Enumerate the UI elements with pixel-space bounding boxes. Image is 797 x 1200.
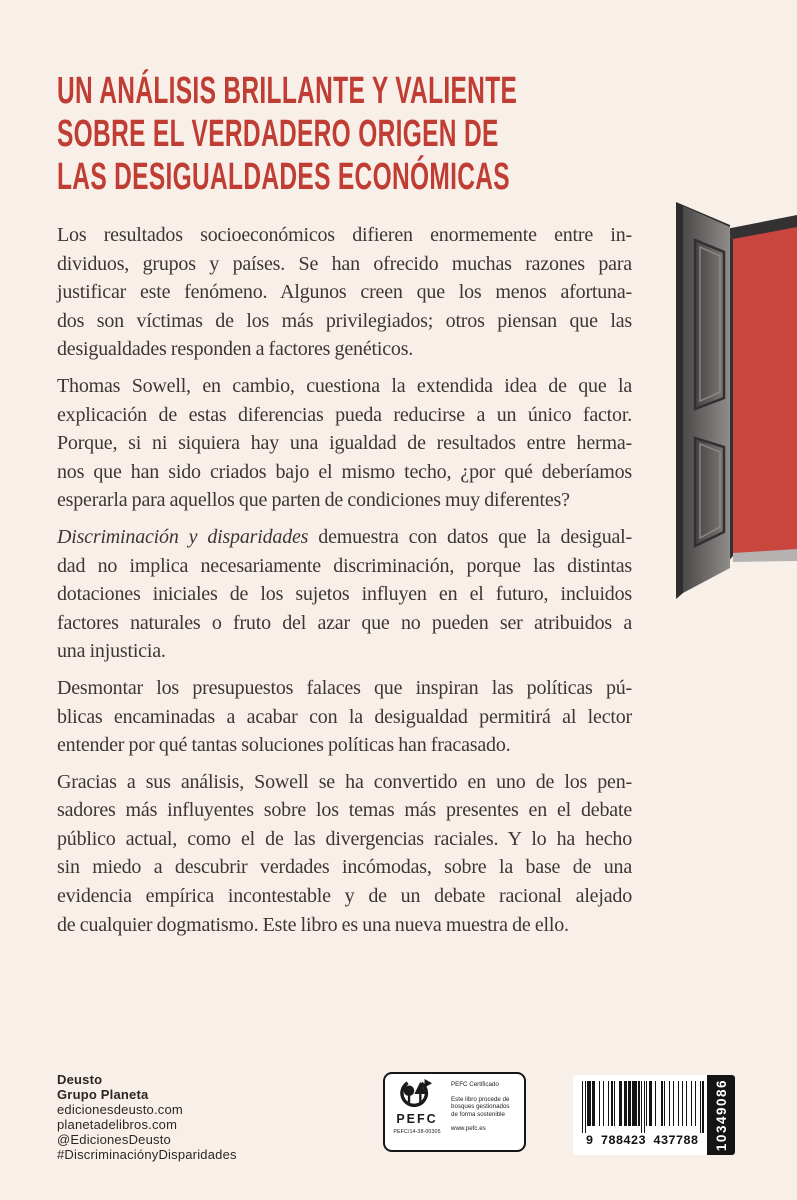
pefc-brand-text: PEFC [396,1112,438,1126]
product-code-panel [707,1075,735,1155]
publisher-link: #DiscriminaciónyDisparidades [57,1147,237,1162]
door-edge [676,202,683,599]
pefc-left-column [385,1074,449,1150]
headline-line-2: SOBRE EL VERDADERO ORIGEN DE [57,113,499,155]
text-line: Porque, si ni siquiera hay una igualdad de resultados entre herma- [57,432,632,455]
paragraph [57,523,632,666]
text-line: público actual, como el de las divergencias raciales. Y lo ha hecho [57,827,632,850]
publisher-link: planetadelibros.com [57,1117,178,1132]
text-line: dotaciones iniciales de los sujetos influyen en el futuro, incluidos [57,583,632,606]
pefc-certification-box [383,1072,526,1152]
text-line: Discriminación y disparidades demuestra con datos que la desigual- [57,525,632,548]
text-line: explicación de estas diferencias pueda reducirse a un único factor. [57,403,632,426]
text-line: entender por qué tantas soluciones políticas han fracasado. [57,734,511,757]
text-line: dos son víctimas de los más privilegiados; otros piensan que las [57,309,632,332]
headline-line-3: LAS DESIGUALDADES ECONÓMICAS [57,156,510,198]
publisher-group: Grupo Planeta [57,1087,149,1102]
text-line: justificar este fenómeno. Algunos creen que los menos afortuna- [57,281,632,304]
pefc-certified-label: PEFC Certificado [451,1081,499,1088]
back-cover-text [57,221,632,947]
text-line: sadores más influyentes sobre los temas más presentes en el debate [57,799,632,822]
publisher-block [57,1072,237,1162]
pefc-url: www.pefc.es [451,1125,486,1133]
publisher-imprint: Deusto [57,1072,103,1087]
text-line: factores naturales o fruto del azar que no pueden ser atribuidos a [57,611,632,634]
open-door-illustration [640,190,797,620]
headline [57,70,770,199]
text-line: Gracias a sus análisis, Sowell se ha convertido en uno de los pen- [57,770,632,793]
text-line: blicas encaminadas a acabar con la desigualdad permitirá al lector [57,705,632,728]
publisher-link: edicionesdeusto.com [57,1102,183,1117]
text-line: esperarla para aquellos que parten de condiciones muy diferentes? [57,489,570,512]
text-line: Thomas Sowell, en cambio, cuestiona la extendida idea de que la [57,374,632,397]
paragraph [57,221,632,364]
pefc-claim-text: Este libro procede de bosques gestionados de forma sostenible [451,1095,510,1118]
text-line: evidencia empírica incontestable y de un debate racional alejado [57,885,632,908]
door-panel-upper [695,240,724,409]
text-line: Los resultados socioeconómicos difieren enormemente entre in- [57,224,632,246]
isbn-number: 9 788423 437788 [585,1134,699,1148]
publisher-link: @EdicionesDeusto [57,1132,171,1147]
text-line: una injusticia. [57,640,166,663]
pefc-trees-icon [396,1079,438,1111]
text-line: sin miedo a descubrir verdades incómodas, sobre la base de una [57,856,632,879]
isbn-barcode [573,1075,735,1155]
barcode-bars [582,1081,703,1133]
door-panel-lower [695,438,724,546]
pefc-right-column [449,1074,524,1150]
headline-line-1: UN ANÁLISIS BRILLANTE Y VALIENTE [57,70,518,112]
door-graphic [640,190,797,620]
product-code: 10349086 [713,1078,729,1152]
text-line: Desmontar los presupuestos falaces que inspiran las políticas pú- [57,676,632,699]
text-line: nos que han sido criados bajo el mismo techo, ¿por qué deberíamos [57,460,632,483]
paragraph [57,372,632,515]
text-line: de cualquier dogmatismo. Este libro es una nueva muestra de ello. [57,913,569,936]
text-line: desigualdades responden a factores genéticos. [57,338,414,361]
text-line: dad no implica necesariamente discriminación, porque las distintas [57,554,632,577]
paragraph [57,674,632,760]
text-line: dividuos, grupos y países. Se han ofrecido muchas razones para [57,252,632,275]
pefc-license-number: PEFC/14-38-00305 [393,1129,441,1135]
paragraph [57,768,632,940]
doorway-red-interior [733,226,797,553]
